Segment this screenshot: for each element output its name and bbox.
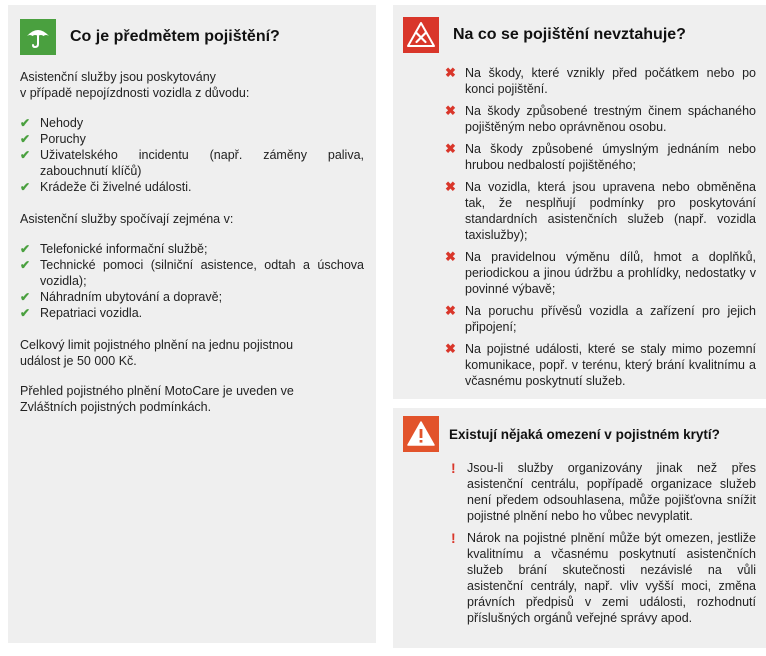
list-item: ✖ Na poruchu přívěsů vozidla a zařízení pro jejich připojení; bbox=[445, 303, 756, 334]
list-item: ✔ Technické pomoci (silniční asistence, odtah a úschova vozidla); bbox=[20, 258, 364, 288]
list-item: ✔ Náhradním ubytování a dopravě; bbox=[20, 290, 223, 304]
covered-intro-line-2: v případě nepojízdnosti vozidla z důvodu: bbox=[20, 86, 250, 100]
umbrella-icon bbox=[20, 19, 56, 55]
covered-intro-line-1: Asistenční služby jsou poskytovány bbox=[20, 70, 216, 84]
list-item: ✔ Repatriaci vozidla. bbox=[20, 306, 143, 320]
check-icon: ✔ bbox=[20, 306, 31, 320]
cross-icon: ✖ bbox=[445, 249, 456, 264]
list-item: ✔ Nehody bbox=[20, 116, 84, 130]
exclusions-header bbox=[403, 15, 756, 55]
limitations-header bbox=[403, 414, 756, 454]
covered-panel bbox=[8, 5, 376, 643]
list-item: ✔ Poruchy bbox=[20, 132, 86, 146]
check-icon: ✔ bbox=[20, 148, 31, 162]
cross-icon: ✖ bbox=[445, 179, 456, 194]
list-item: ✖ Na pravidelnou výměnu dílů, hmot a doplňků, periodickou a jinou údržbu a prohlídky, nedostatky v povinné výbavě; bbox=[445, 249, 756, 296]
list-item: ✔ Krádeže či živelné události. bbox=[20, 180, 192, 194]
cross-icon: ✖ bbox=[445, 303, 456, 318]
exclamation-icon: ! bbox=[451, 460, 456, 476]
covered-title: Co je předmětem pojištění? bbox=[70, 28, 280, 45]
check-icon: ✔ bbox=[20, 180, 31, 194]
limitations-panel bbox=[393, 408, 766, 648]
overview-text: Přehled pojistného plnění MotoCare je uveden ve Zvláštních pojistných podmínkách. bbox=[20, 384, 294, 414]
services-intro: Asistenční služby spočívají zejména v: bbox=[20, 212, 234, 226]
services-list bbox=[20, 241, 364, 321]
list-item: ✖ Na škody způsobené trestným činem spáchaného pojištěným nebo oprávněnou osobu. bbox=[445, 103, 756, 134]
list-item: ✖ Na vozidla, která jsou upravena nebo obměněna tak, že nesplňují podmínky pro poskytování standardních asistenčních služeb (např. vozidla taxislužby); bbox=[445, 179, 756, 242]
alert-triangle-icon bbox=[403, 416, 439, 452]
reasons-list bbox=[20, 115, 364, 195]
check-icon: ✔ bbox=[20, 258, 31, 272]
check-icon: ✔ bbox=[20, 242, 31, 256]
list-item: ! Nárok na pojistné plnění může být omezen, jestliže kvalitnímu a včasnému poskytnutí asistenčních služeb brání skutečnosti nezávislé na vůli asistenční centrály, např. vliv vyšší moci, změna právních předpisů v zemi události, rozhodnutí příslušných orgánů veřejné správy apod. bbox=[447, 530, 756, 626]
limit-text: Celkový limit pojistného plnění na jednu pojistnou událost je 50 000 Kč. bbox=[20, 338, 294, 368]
exclamation-icon: ! bbox=[451, 530, 456, 546]
check-icon: ✔ bbox=[20, 132, 31, 146]
list-item: ✖ Na škody, které vznikly před počátkem nebo po konci pojištění. bbox=[445, 65, 756, 96]
cross-icon: ✖ bbox=[445, 65, 456, 80]
list-item: ✖ Na pojistné události, které se staly mimo pozemní komunikace, popř. v terénu, který brání kvalitnímu a včasnému poskytnutí služeb. bbox=[445, 341, 756, 388]
list-item: ✔ Uživatelského incidentu (např. záměny paliva, zabouchnutí klíčů) bbox=[20, 148, 364, 178]
cross-icon: ✖ bbox=[445, 103, 456, 118]
check-icon: ✔ bbox=[20, 290, 31, 304]
list-item: ✖ Na škody způsobené úmyslným jednáním nebo hrubou nedbalostí pojištěného; bbox=[445, 141, 756, 172]
covered-header bbox=[20, 17, 364, 57]
cross-icon: ✖ bbox=[445, 141, 456, 156]
list-item: ! Jsou-li služby organizovány jinak než přes asistenční centrálu, popřípadě organizace služeb není předem odsouhlasena, může pojišťovna snížit pojistné plnění nebo ho vůbec nevyplatit. bbox=[447, 460, 756, 524]
covered-intro bbox=[20, 69, 364, 101]
exclusions-list bbox=[445, 65, 756, 389]
list-item: ✔ Telefonické informační službě; bbox=[20, 242, 208, 256]
check-icon: ✔ bbox=[20, 116, 31, 130]
exclusions-panel bbox=[393, 5, 766, 399]
excluded-warning-icon bbox=[403, 17, 439, 53]
limitations-title: Existují nějaká omezení v pojistném krytí? bbox=[449, 426, 720, 442]
exclusions-title: Na co se pojištění nevztahuje? bbox=[453, 26, 686, 43]
cross-icon: ✖ bbox=[445, 341, 456, 356]
limitations-list bbox=[447, 460, 756, 626]
